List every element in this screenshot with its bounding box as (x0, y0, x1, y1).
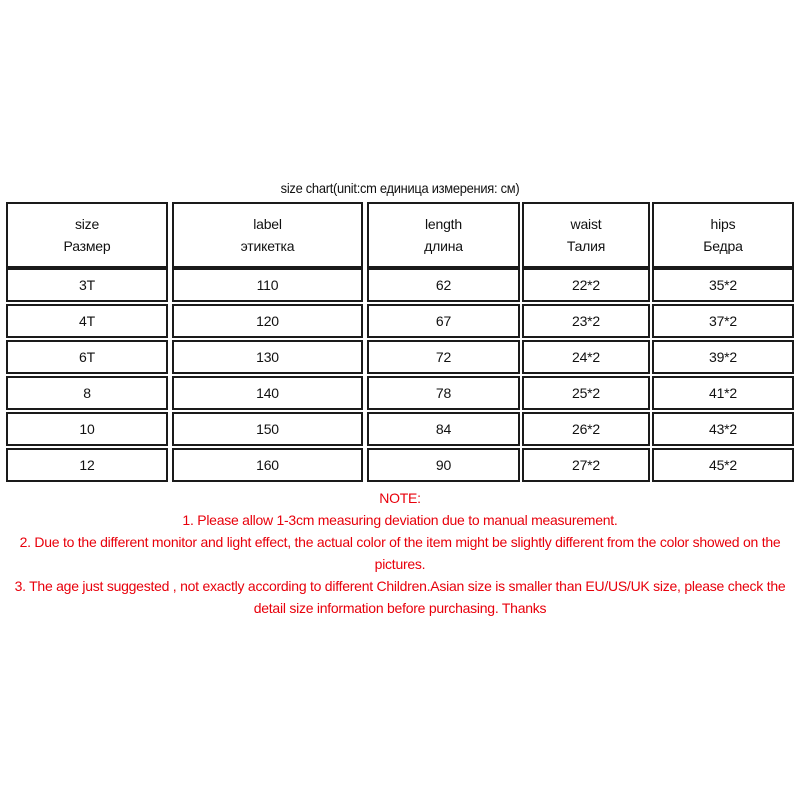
header-hips-en: hips (710, 216, 736, 232)
table-cell: 10 (6, 412, 168, 446)
header-waist-en: waist (570, 216, 602, 232)
table-cell: 72 (367, 340, 520, 374)
header-length (367, 202, 520, 268)
table-cell: 23*2 (522, 304, 650, 338)
table-cell: 22*2 (522, 268, 650, 302)
header-hips (652, 202, 794, 268)
notes-title: NOTE: (379, 490, 421, 506)
table-cell: 41*2 (652, 376, 794, 410)
header-label (172, 202, 363, 268)
header-size (6, 202, 168, 268)
table-cell: 78 (367, 376, 520, 410)
note-item-2: 2. Due to the different monitor and light effect, the actual color of the item might be slightly different from the color showed on the pictures. (19, 534, 781, 572)
header-label-en: label (253, 216, 282, 232)
table-cell: 27*2 (522, 448, 650, 482)
header-size-en: size (74, 216, 100, 232)
table-cell: 35*2 (652, 268, 794, 302)
table-cell: 120 (172, 304, 363, 338)
table-cell: 140 (172, 376, 363, 410)
note-item-1: 1. Please allow 1-3cm measuring deviation due to manual measurement. (182, 512, 618, 528)
header-hips-ru: Бедра (703, 238, 743, 254)
table-cell: 39*2 (652, 340, 794, 374)
table-cell: 45*2 (652, 448, 794, 482)
notes-section (0, 487, 800, 619)
table-cell: 3T (6, 268, 168, 302)
table-cell: 4T (6, 304, 168, 338)
table-cell: 24*2 (522, 340, 650, 374)
header-length-ru: длина (424, 238, 463, 254)
table-cell: 84 (367, 412, 520, 446)
table-cell: 130 (172, 340, 363, 374)
table-cell: 12 (6, 448, 168, 482)
table-cell: 37*2 (652, 304, 794, 338)
table-cell: 110 (172, 268, 363, 302)
table-cell: 6T (6, 340, 168, 374)
header-waist (522, 202, 650, 268)
size-chart-caption: size chart(unit:cm единица измерения: см) (280, 180, 520, 196)
header-size-ru: Размер (63, 238, 111, 254)
header-label-ru: этикетка (240, 238, 295, 254)
table-cell: 25*2 (522, 376, 650, 410)
table-cell: 62 (367, 268, 520, 302)
table-cell: 160 (172, 448, 363, 482)
note-item-3: 3. The age just suggested , not exactly according to different Children.Asian size is smaller than EU/US/UK size, please check the detail size information before purchasing. Thanks (14, 578, 786, 616)
table-cell: 26*2 (522, 412, 650, 446)
table-cell: 43*2 (652, 412, 794, 446)
table-cell: 90 (367, 448, 520, 482)
header-waist-ru: Талия (566, 238, 606, 254)
table-cell: 8 (6, 376, 168, 410)
header-length-en: length (425, 216, 462, 232)
table-cell: 67 (367, 304, 520, 338)
table-cell: 150 (172, 412, 363, 446)
